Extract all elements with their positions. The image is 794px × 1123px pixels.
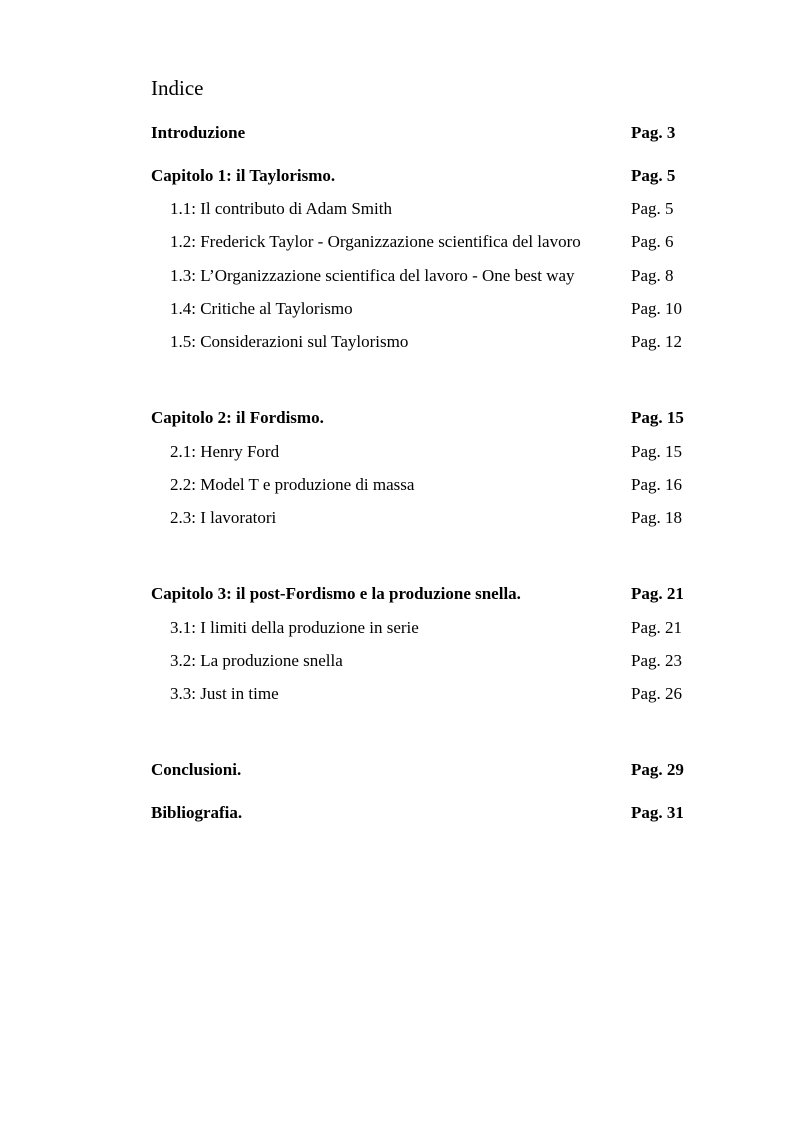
toc-entry-capitolo-1 bbox=[0, 164, 794, 188]
page-title: Indice bbox=[151, 76, 204, 100]
toc-entry-label: 1.2: Frederick Taylor - Organizzazione scientifica del lavoro bbox=[170, 232, 581, 251]
toc-entry-page: Pag. 29 bbox=[631, 760, 684, 779]
toc-entry-2-2 bbox=[0, 473, 794, 497]
toc-entry-page: Pag. 18 bbox=[631, 508, 682, 527]
toc-entry-page: Pag. 8 bbox=[631, 266, 674, 285]
toc-entry-2-1 bbox=[0, 440, 794, 464]
toc-entry-page: Pag. 5 bbox=[631, 166, 676, 185]
toc-entry-label: Conclusioni. bbox=[151, 760, 242, 779]
toc-entry-page: Pag. 21 bbox=[631, 618, 682, 637]
toc-entry-label: Introduzione bbox=[151, 123, 246, 142]
toc-entry-label: Capitolo 1: il Taylorismo. bbox=[151, 166, 336, 185]
toc-entry-page: Pag. 5 bbox=[631, 199, 674, 218]
toc-entry-page: Pag. 12 bbox=[631, 332, 682, 351]
toc-entry-bibliografia bbox=[0, 801, 794, 825]
toc-entry-label: 1.3: L’Organizzazione scientifica del lavoro - One best way bbox=[170, 266, 575, 285]
toc-entry-page: Pag. 23 bbox=[631, 651, 682, 670]
toc-entry-page: Pag. 26 bbox=[631, 684, 682, 703]
toc-entry-label: 2.3: I lavoratori bbox=[170, 508, 277, 527]
toc-entry-page: Pag. 21 bbox=[631, 584, 684, 603]
toc-entry-conclusioni bbox=[0, 758, 794, 782]
toc-entry-page: Pag. 3 bbox=[631, 123, 676, 142]
toc-entry-capitolo-3 bbox=[0, 582, 794, 606]
toc-entry-label: 3.3: Just in time bbox=[170, 684, 279, 703]
toc-entry-3-3 bbox=[0, 682, 794, 706]
toc-entry-label: 2.2: Model T e produzione di massa bbox=[170, 475, 415, 494]
toc-entry-1-3 bbox=[0, 264, 794, 288]
toc-entry-page: Pag. 15 bbox=[631, 408, 684, 427]
toc-entry-page: Pag. 16 bbox=[631, 475, 682, 494]
toc-entry-page: Pag. 6 bbox=[631, 232, 674, 251]
toc-entry-label: Capitolo 3: il post-Fordismo e la produzione snella. bbox=[151, 584, 521, 603]
toc-entry-label: 1.5: Considerazioni sul Taylorismo bbox=[170, 332, 409, 351]
toc-entry-page: Pag. 10 bbox=[631, 299, 682, 318]
toc-entry-capitolo-2 bbox=[0, 406, 794, 430]
toc-entry-label: Bibliografia. bbox=[151, 803, 243, 822]
toc-entry-2-3 bbox=[0, 506, 794, 530]
toc-entry-1-4 bbox=[0, 297, 794, 321]
toc-entry-1-1 bbox=[0, 197, 794, 221]
toc-entry-1-5 bbox=[0, 330, 794, 354]
toc-entry-label: Capitolo 2: il Fordismo. bbox=[151, 408, 324, 427]
toc-entry-page: Pag. 31 bbox=[631, 803, 684, 822]
toc-entry-label: 3.1: I limiti della produzione in serie bbox=[170, 618, 419, 637]
toc-entry-label: 1.4: Critiche al Taylorismo bbox=[170, 299, 353, 318]
toc-entry-label: 2.1: Henry Ford bbox=[170, 442, 280, 461]
toc-entry-introduzione bbox=[0, 121, 794, 145]
toc-entry-label: 3.2: La produzione snella bbox=[170, 651, 343, 670]
toc-entry-1-2 bbox=[0, 230, 794, 254]
toc-entry-3-1 bbox=[0, 616, 794, 640]
toc-entry-label: 1.1: Il contributo di Adam Smith bbox=[170, 199, 392, 218]
toc-entry-page: Pag. 15 bbox=[631, 442, 682, 461]
toc-entry-3-2 bbox=[0, 649, 794, 673]
